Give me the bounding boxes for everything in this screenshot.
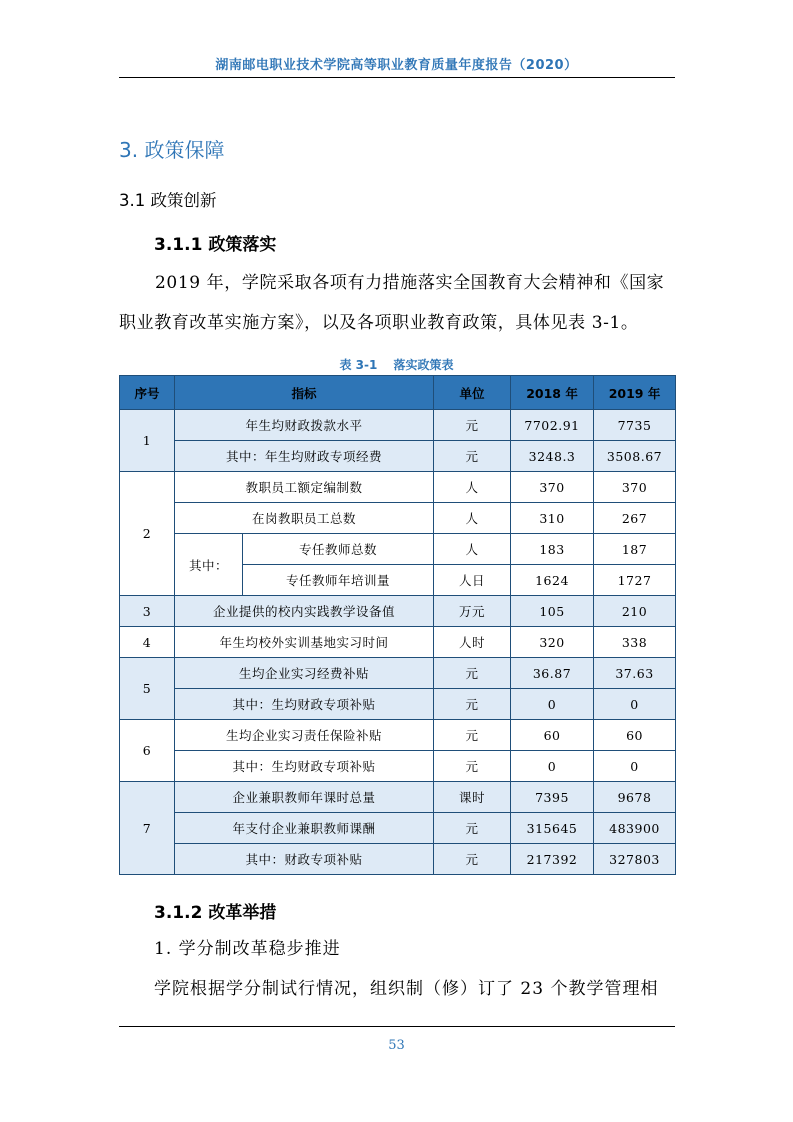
- value-2018-cell: 315645: [511, 813, 594, 844]
- indicator-cell: 其中：生均财政专项补贴: [175, 689, 434, 720]
- table-caption-title: 落实政策表: [393, 358, 454, 372]
- value-2019-cell: 1727: [594, 565, 676, 596]
- table-row: [120, 627, 676, 658]
- value-2019-cell: 3508.67: [594, 441, 676, 472]
- table-row: [120, 503, 676, 534]
- value-2018-cell: 7395: [511, 782, 594, 813]
- body-paragraph: 学院根据学分制试行情况，组织制（修）订了 23 个教学管理相: [154, 979, 659, 999]
- row-number: 1: [120, 410, 175, 472]
- page-number: 53: [388, 1038, 405, 1053]
- value-2018-cell: 370: [511, 472, 594, 503]
- row-number: 3: [120, 596, 175, 627]
- value-2018-cell: 0: [511, 751, 594, 782]
- table-row: [120, 472, 676, 503]
- header-2019: 2019 年: [594, 376, 676, 410]
- unit-cell: 人: [434, 472, 511, 503]
- indicator-cell: 专任教师年培训量: [243, 565, 434, 596]
- indicator-cell: 年生均财政拨款水平: [175, 410, 434, 441]
- value-2018-cell: 7702.91: [511, 410, 594, 441]
- value-2019-cell: 327803: [594, 844, 676, 875]
- value-2019-cell: 0: [594, 689, 676, 720]
- table-header-row: [120, 376, 676, 410]
- value-2019-cell: 7735: [594, 410, 676, 441]
- value-2019-cell: 483900: [594, 813, 676, 844]
- value-2018-cell: 310: [511, 503, 594, 534]
- subsubsection-heading: 3.1.1 政策落实: [154, 235, 277, 255]
- value-2018-cell: 320: [511, 627, 594, 658]
- table-row: [120, 689, 676, 720]
- value-2019-cell: 267: [594, 503, 676, 534]
- unit-cell: 元: [434, 720, 511, 751]
- indicator-cell: 生均企业实习责任保险补贴: [175, 720, 434, 751]
- value-2018-cell: 105: [511, 596, 594, 627]
- unit-cell: 课时: [434, 782, 511, 813]
- indicator-cell: 其中：年生均财政专项经费: [175, 441, 434, 472]
- value-2019-cell: 37.63: [594, 658, 676, 689]
- unit-cell: 元: [434, 658, 511, 689]
- value-2019-cell: 9678: [594, 782, 676, 813]
- indicator-cell: 年支付企业兼职教师课酬: [175, 813, 434, 844]
- table-caption: [0, 356, 793, 373]
- unit-cell: 元: [434, 689, 511, 720]
- unit-cell: 人日: [434, 565, 511, 596]
- indicator-cell: 企业提供的校内实践教学设备值: [175, 596, 434, 627]
- subsection-heading: 3.1 政策创新: [119, 191, 217, 210]
- unit-cell: 人: [434, 534, 511, 565]
- subsubsection-heading-2: 3.1.2 改革举措: [154, 903, 277, 923]
- sub-label-cell: 其中：: [175, 534, 243, 596]
- value-2019-cell: 338: [594, 627, 676, 658]
- value-2018-cell: 1624: [511, 565, 594, 596]
- indicator-cell: 教职员工额定编制数: [175, 472, 434, 503]
- value-2019-cell: 0: [594, 751, 676, 782]
- value-2019-cell: 370: [594, 472, 676, 503]
- row-number: 5: [120, 658, 175, 720]
- table-row: [120, 410, 676, 441]
- section-heading: 3. 政策保障: [119, 138, 225, 162]
- value-2018-cell: 3248.3: [511, 441, 594, 472]
- table-row: [120, 844, 676, 875]
- footer-rule: [119, 1026, 675, 1027]
- row-number: 7: [120, 782, 175, 875]
- row-number: 2: [120, 472, 175, 596]
- unit-cell: 元: [434, 441, 511, 472]
- value-2019-cell: 210: [594, 596, 676, 627]
- policy-table: [119, 375, 676, 875]
- value-2018-cell: 36.87: [511, 658, 594, 689]
- indicator-cell: 专任教师总数: [243, 534, 434, 565]
- indicator-cell: 年生均校外实训基地实习时间: [175, 627, 434, 658]
- value-2019-cell: 60: [594, 720, 676, 751]
- unit-cell: 人时: [434, 627, 511, 658]
- row-number: 4: [120, 627, 175, 658]
- unit-cell: 万元: [434, 596, 511, 627]
- indicator-cell: 企业兼职教师年课时总量: [175, 782, 434, 813]
- value-2019-cell: 187: [594, 534, 676, 565]
- table-row: [120, 441, 676, 472]
- table-row: [120, 813, 676, 844]
- table-row: [120, 658, 676, 689]
- header-unit: 单位: [434, 376, 511, 410]
- table-row: [120, 751, 676, 782]
- value-2018-cell: 0: [511, 689, 594, 720]
- intro-paragraph: 2019 年，学院采取各项有力措施落实全国教育大会精神和《国家职业教育改革实施方案》，以及各项职业教育政策，具体见表 3-1。: [119, 273, 665, 333]
- value-2018-cell: 60: [511, 720, 594, 751]
- unit-cell: 人: [434, 503, 511, 534]
- unit-cell: 元: [434, 813, 511, 844]
- unit-cell: 元: [434, 844, 511, 875]
- table-row: [120, 534, 676, 565]
- indicator-cell: 其中：财政专项补贴: [175, 844, 434, 875]
- table-row: [120, 596, 676, 627]
- indicator-cell: 在岗教职员工总数: [175, 503, 434, 534]
- value-2018-cell: 217392: [511, 844, 594, 875]
- value-2018-cell: 183: [511, 534, 594, 565]
- header-no: 序号: [120, 376, 175, 410]
- header-indicator: 指标: [175, 376, 434, 410]
- running-header: 湖南邮电职业技术学院高等职业教育质量年度报告（2020）: [215, 58, 578, 73]
- table-row: [120, 720, 676, 751]
- row-number: 6: [120, 720, 175, 782]
- unit-cell: 元: [434, 410, 511, 441]
- header-rule: [119, 77, 675, 78]
- indicator-cell: 其中：生均财政专项补贴: [175, 751, 434, 782]
- header-2018: 2018 年: [511, 376, 594, 410]
- table-row: [120, 782, 676, 813]
- list-item-heading: 1. 学分制改革稳步推进: [154, 939, 341, 959]
- unit-cell: 元: [434, 751, 511, 782]
- indicator-cell: 生均企业实习经费补贴: [175, 658, 434, 689]
- table-caption-number: 表 3-1: [339, 358, 378, 372]
